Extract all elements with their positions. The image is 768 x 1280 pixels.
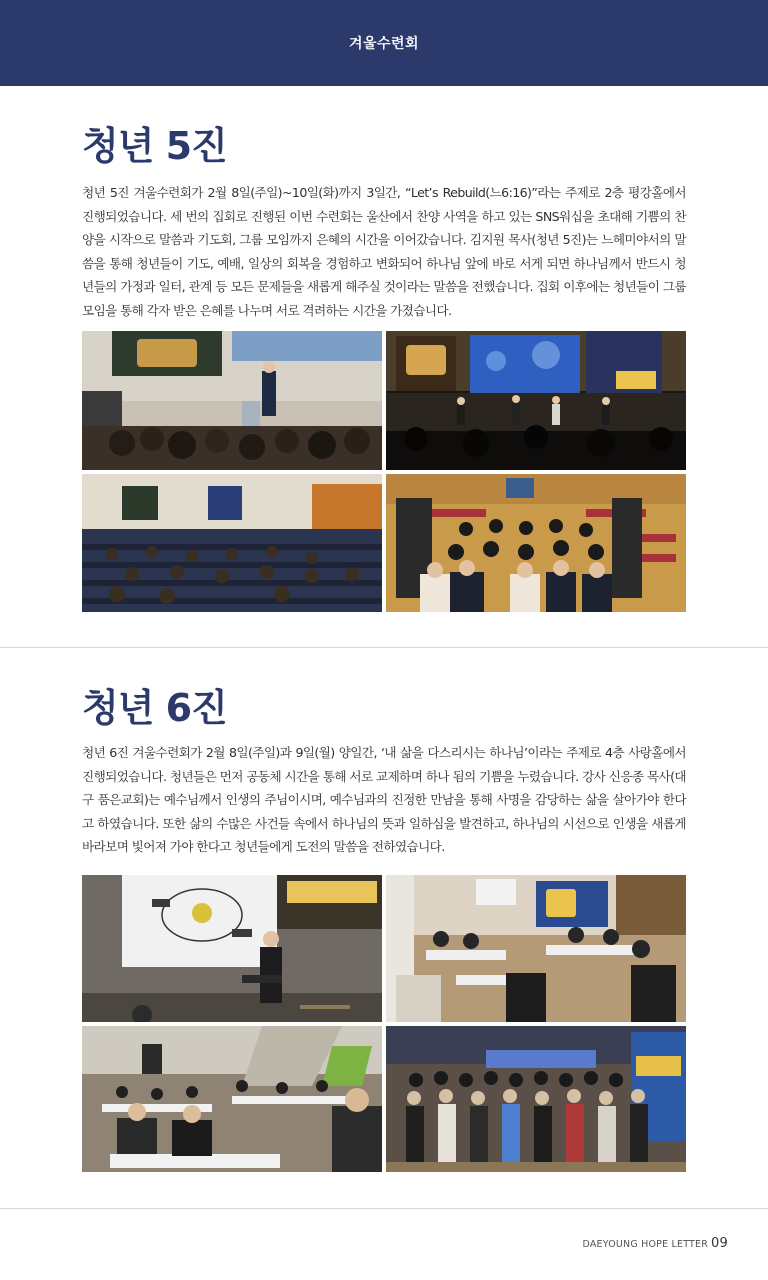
photo-fellowship-tables xyxy=(386,875,686,1022)
section-body-youth-5: 청년 5진 겨울수련회가 2월 8일(주일)~10일(화)까지 3일간, “Let’s Rebuild(느6:16)”라는 주제로 2층 평강홀에서 진행되었습니다. 세 번의 집회로 진행된 이번 수련회는 울산에서 찬양 사역을 하고 있는 SNS워십을 초대해 기쁨의 찬양을 시작으로 말씀과 기도회, 그룹 모임까지 은혜의 시간을 이어갔습니다. 김지원 목사(청년 5진)는 느헤미야서의 말씀을 통해 청년들이 기도, 예배, 일상의 회복을 경험하고 변화되어 하나님 앞에 바로 서게 되면 하나님께서 반드시 청년들의 가정과 일터, 관계 등 모든 문제들을 새롭게 해주실 것이라는 말씀을 전했습니다. 집회 이후에는 청년들이 그룹 모임을 통해 각자 받은 은혜를 나누며 서로 격려하는 시간을 가졌습니다. xyxy=(82,185,686,318)
photo-group-rebuild xyxy=(386,474,686,612)
header-title: 겨울수련회 xyxy=(348,36,420,52)
section-body-youth-6: 청년 6진 겨울수련회가 2월 8일(주일)과 9일(월) 양일간, ‘내 삶을 다스리시는 하나님’이라는 주제로 4층 사랑홀에서 진행되었습니다. 청년들은 먼저 공동체 시간을 통해 서로 교제하며 하나 됨의 기쁨을 누렸습니다. 강사 신응종 목사(대구 품은교회)는 예수님께서 인생의 주님이시며, 예수님과의 진정한 만남을 통해 사명을 감당하는 삶을 살아가야 한다고 하였습니다. 또한 삶의 수많은 사건들 속에서 하나님의 뜻과 일하심을 발견하고, 하나님의 시선으로 인생을 새롭게 바라보며 빛어져 가야 한다고 청년들에게 도전의 말씀을 전하였습니다. xyxy=(82,745,686,854)
section-title-youth-5: 청년 5진 xyxy=(82,124,227,168)
page-header xyxy=(0,0,768,86)
footer-divider xyxy=(0,1208,768,1209)
photo-group-study xyxy=(82,1026,382,1172)
photo-speaker-stage xyxy=(82,331,382,470)
photo-audience-hall xyxy=(82,474,382,612)
photo-speaker-projection xyxy=(82,875,382,1022)
page-number: 09 xyxy=(711,1236,728,1251)
photo-group-pour-out xyxy=(386,1026,686,1172)
photo-worship-team xyxy=(386,331,686,470)
page-footer xyxy=(582,1236,728,1251)
publication-name: DAEYOUNG HOPE LETTER xyxy=(582,1239,709,1250)
section-divider xyxy=(0,647,768,648)
section-title-youth-6: 청년 6진 xyxy=(82,686,227,730)
